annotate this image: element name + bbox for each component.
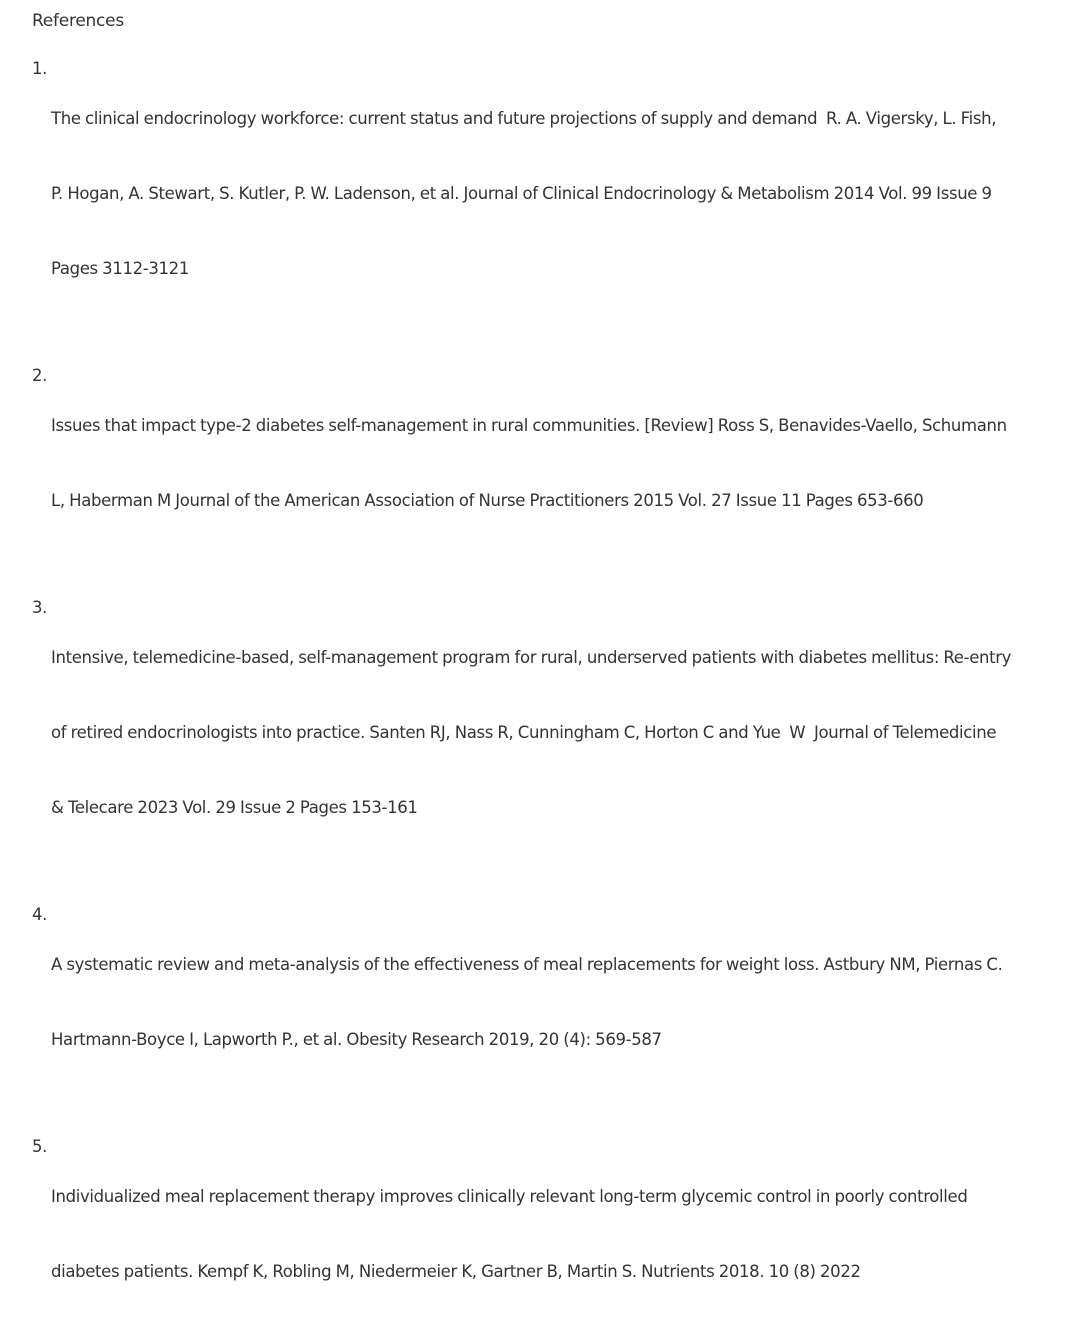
reference-line: The clinical endocrinology workforce: current status and future projections of supply and demand R. A. Vigersky, L. Fish,	[51, 109, 997, 128]
reference-number: 1.	[32, 59, 48, 78]
reference-line: Intensive, telemedicine-based, self-management program for rural, underserved patients with diabetes mellitus: Re-entry	[51, 648, 1012, 667]
reference-line: Individualized meal replacement therapy improves clinically relevant long-term glycemic control in poorly controlled	[51, 1187, 968, 1206]
references-list	[32, 56, 1038, 1334]
reference-item-2	[32, 363, 1038, 563]
reference-text	[51, 1134, 1038, 1334]
reference-text	[51, 902, 1038, 1102]
reference-line: of retired endocrinologists into practice. Santen RJ, Nass R, Cunningham C, Horton C and Yue W Journal of Telemedicine	[51, 723, 997, 742]
reference-text	[51, 595, 1038, 870]
reference-item-4	[32, 902, 1038, 1102]
reference-item-3	[32, 595, 1038, 870]
reference-number: 4.	[32, 905, 48, 924]
reference-line: Hartmann-Boyce I, Lapworth P., et al. Obesity Research 2019, 20 (4): 569-587	[51, 1030, 662, 1049]
reference-line: Issues that impact type-2 diabetes self-management in rural communities. [Review] Ross S, Benavides-Vaello, Schumann	[51, 416, 1007, 435]
reference-number: 5.	[32, 1137, 48, 1156]
reference-line: P. Hogan, A. Stewart, S. Kutler, P. W. Ladenson, et al. Journal of Clinical Endocrinology & Metabolism 2014 Vol. 99 Issue 9	[51, 184, 992, 203]
references-heading: References	[32, 11, 124, 31]
reference-item-5	[32, 1134, 1038, 1334]
reference-text	[51, 363, 1038, 563]
reference-item-1	[32, 56, 1038, 331]
reference-number: 2.	[32, 366, 48, 385]
reference-line: diabetes patients. Kempf K, Robling M, Niedermeier K, Gartner B, Martin S. Nutrients 2018. 10 (8) 2022	[51, 1262, 861, 1281]
reference-line: L, Haberman M Journal of the American Association of Nurse Practitioners 2015 Vol. 27 Issue 11 Pages 653-660	[51, 491, 924, 510]
reference-line: & Telecare 2023 Vol. 29 Issue 2 Pages 153-161	[51, 798, 418, 817]
reference-line: A systematic review and meta-analysis of the effectiveness of meal replacements for weight loss. Astbury NM, Piernas C.	[51, 955, 1003, 974]
reference-line: Pages 3112-3121	[51, 259, 189, 278]
reference-number: 3.	[32, 598, 48, 617]
reference-text	[51, 56, 1038, 331]
